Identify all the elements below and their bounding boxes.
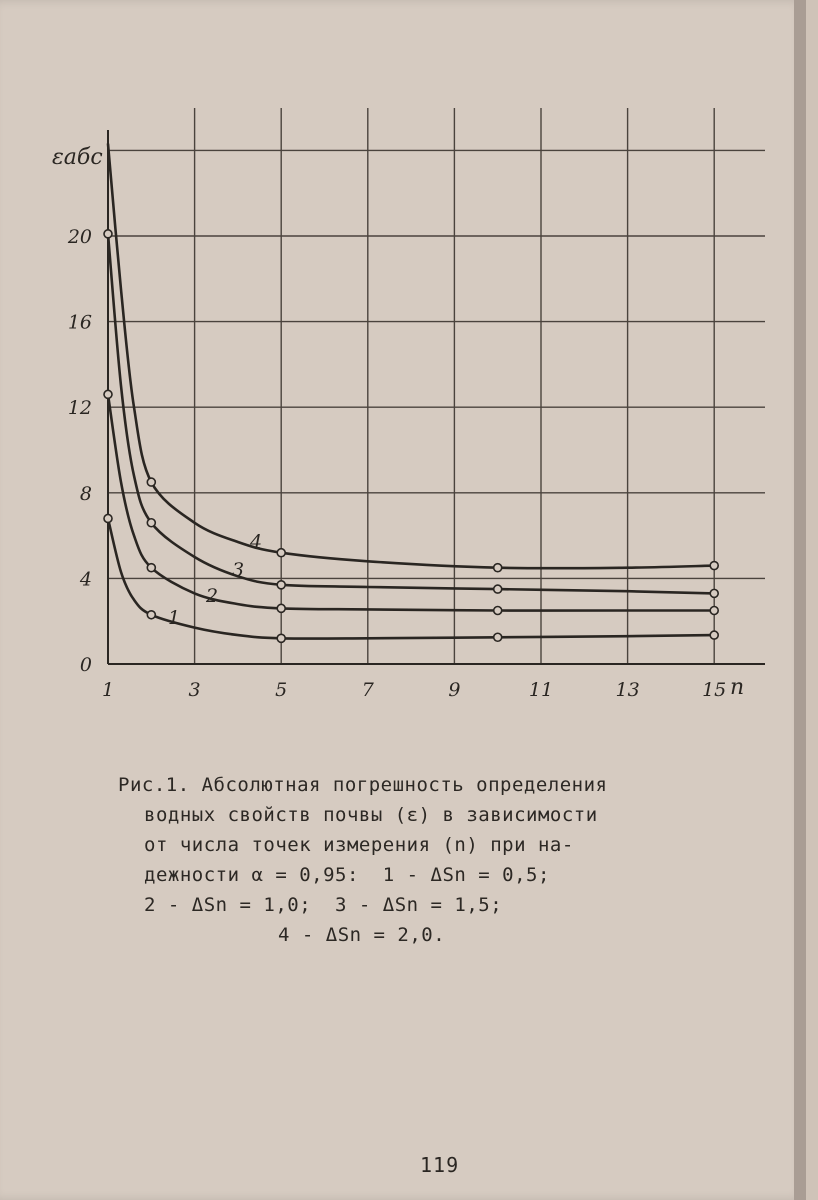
y-tick-label: 20 bbox=[67, 226, 92, 248]
x-tick-label: 9 bbox=[448, 679, 461, 701]
data-point-3 bbox=[277, 581, 285, 589]
data-point-2 bbox=[104, 390, 112, 398]
x-tick-label: 15 bbox=[702, 679, 727, 701]
data-point-3 bbox=[710, 589, 718, 597]
data-point-2 bbox=[147, 564, 155, 572]
series-line-3 bbox=[108, 234, 714, 594]
page-number: 119 bbox=[420, 1153, 460, 1177]
data-point-1 bbox=[147, 611, 155, 619]
data-point-1 bbox=[104, 514, 112, 522]
series-line-4 bbox=[108, 144, 714, 568]
axes bbox=[108, 130, 765, 664]
x-tick-label: 1 bbox=[101, 679, 115, 701]
caption-line: от числа точек измерения (n) при на- bbox=[144, 834, 574, 856]
data-point-2 bbox=[494, 607, 502, 615]
x-tick-label: 13 bbox=[615, 679, 640, 701]
data-point-3 bbox=[494, 585, 502, 593]
x-tick-label: 5 bbox=[275, 679, 288, 701]
y-tick-label: 16 bbox=[67, 311, 92, 334]
caption-line: дежности α = 0,95: 1 - ΔSn = 0,5; bbox=[144, 864, 550, 886]
y-tick-label: 0 bbox=[79, 654, 92, 676]
y-axis-label: εабс bbox=[52, 145, 103, 170]
data-point-2 bbox=[277, 604, 285, 612]
series-label-1: 1 bbox=[168, 607, 181, 629]
series bbox=[104, 144, 718, 642]
data-point-3 bbox=[104, 230, 112, 238]
series-label-3: 3 bbox=[232, 559, 245, 581]
data-point-1 bbox=[494, 633, 502, 641]
series-label-2: 2 bbox=[206, 585, 219, 607]
x-tick-label: 7 bbox=[361, 679, 374, 701]
series-label-4: 4 bbox=[250, 531, 263, 553]
data-point-4 bbox=[277, 549, 285, 557]
x-tick-label: 3 bbox=[188, 679, 201, 701]
caption-line: 2 - ΔSn = 1,0; 3 - ΔSn = 1,5; bbox=[144, 894, 503, 916]
x-tick-label: 11 bbox=[528, 679, 554, 701]
data-point-4 bbox=[494, 564, 502, 572]
data-point-3 bbox=[147, 519, 155, 527]
data-point-4 bbox=[710, 562, 718, 570]
data-point-2 bbox=[710, 607, 718, 615]
data-point-1 bbox=[277, 634, 285, 642]
grid bbox=[108, 108, 765, 664]
caption-line: Рис.1. Абсолютная погрешность определения bbox=[118, 774, 608, 796]
caption-line: водных свойств почвы (ε) в зависимости bbox=[144, 804, 598, 826]
y-tick-label: 12 bbox=[67, 397, 92, 420]
x-axis-label: n bbox=[730, 675, 745, 700]
caption-line: 4 - ΔSn = 2,0. bbox=[278, 924, 446, 946]
y-tick-label: 8 bbox=[79, 482, 92, 505]
data-point-4 bbox=[147, 478, 155, 486]
data-point-1 bbox=[710, 631, 718, 639]
figure-caption bbox=[118, 770, 718, 950]
y-tick-label: 4 bbox=[79, 568, 92, 591]
